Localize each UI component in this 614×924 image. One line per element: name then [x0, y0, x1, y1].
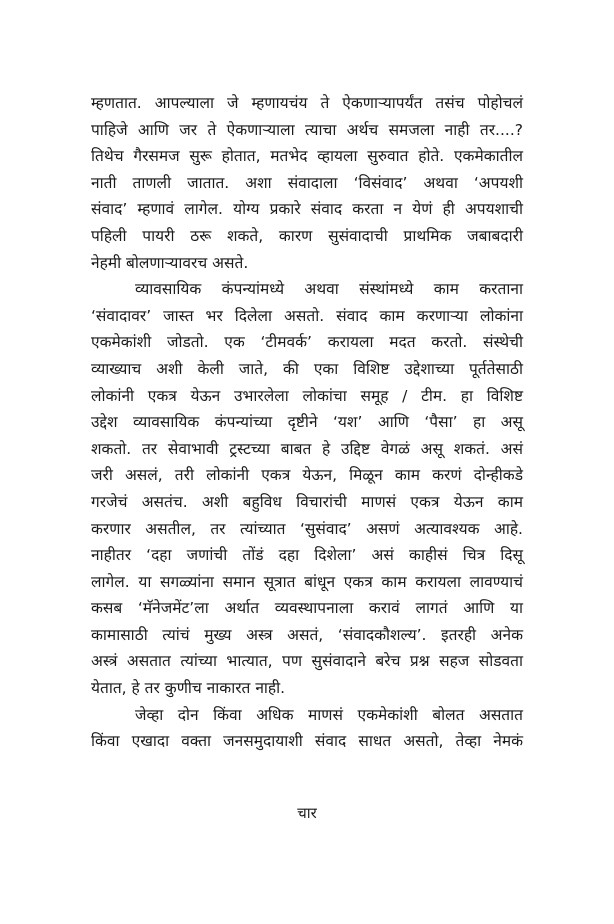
- text-line: करणार असतील, तर त्यांच्यात ‘सुसंवाद’ असणं अत्यावश्यक आहे.: [91, 519, 523, 538]
- text-line: कसब ‘मॅनेजमेंट’ला अर्थात व्यवस्थापनाला करावं लागतं आणि या: [91, 599, 523, 618]
- paragraph-end-line: येतात, हे तर कुणीच नाकारत नाही.: [91, 679, 286, 698]
- text-line: कामासाठी त्यांचं मुख्य अस्त्र असतं, ‘संवादकौशल्य’. इतरही अनेक: [91, 625, 523, 644]
- text-line: उद्देश व्यावसायिक कंपन्यांच्या दृष्टीने ‘यश’ आणि ‘पैसा’ हा असू: [91, 413, 523, 432]
- text-line: गरजेचं असतंच. अशी बहुविध विचारांची माणसं एकत्र येऊन काम: [91, 492, 523, 511]
- text-line: लागेल. या सगळ्यांना समान सूत्रात बांधून एकत्र काम करायला लावण्याचं: [91, 572, 523, 591]
- text-line: एकमेकांशी जोडतो. एक ‘टीमवर्क’ करायला मदत करतो. संस्थेची: [91, 333, 523, 352]
- text-line: म्हणतात. आपल्याला जे म्हणायचंय ते ऐकणाऱ्यापर्यंत तसंच पोहोचलं: [91, 94, 523, 112]
- text-line: संवाद’ म्हणावं लागेल. योग्य प्रकारे संवाद करता न येणं ही अपयशाची: [91, 200, 523, 219]
- paragraph-end-line: नेहमी बोलणाऱ्यावरच असते.: [91, 253, 249, 272]
- text-line: पाहिजे आणि जर ते ऐकणाऱ्याला त्याचा अर्थच समजला नाही तर....?: [91, 120, 523, 139]
- page-number: चार: [297, 804, 317, 822]
- text-line: जरी असलं, तरी लोकांनी एकत्र येऊन, मिळून काम करणं दोन्हीकडे: [91, 466, 523, 485]
- body-text: [91, 90, 523, 755]
- text-line: किंवा एखादा वक्ता जनसमुदायाशी संवाद साधत असतो, तेव्हा नेमकं: [91, 732, 523, 751]
- text-line: नाहीतर ‘दहा जणांची तोंडं दहा दिशेला’ असं काहीसं चित्र दिसू: [91, 546, 523, 565]
- paragraph-start-line: व्यावसायिक कंपन्यांमध्ये अथवा संस्थांमध्ये काम करताना: [135, 280, 523, 299]
- text-line: पहिली पायरी ठरू शकते, कारण सुसंवादाची प्राथमिक जबाबदारी: [91, 226, 523, 245]
- text-line: अस्त्रं असतात त्यांच्या भात्यात, पण सुसंवादाने बरेच प्रश्न सहज सोडवता: [91, 652, 523, 671]
- text-line: ‘संवादावर’ जास्त भर दिलेला असतो. संवाद काम करणाऱ्या लोकांना: [91, 306, 523, 325]
- text-line: लोकांनी एकत्र येऊन उभारलेला लोकांचा समूह / टीम. हा विशिष्ट: [91, 386, 523, 405]
- paragraph-start-line: जेव्हा दोन किंवा अधिक माणसं एकमेकांशी बोलत असतात: [135, 705, 523, 724]
- text-line: शकतो. तर सेवाभावी ट्रस्टच्या बाबत हे उद्दिष्ट वेगळं असू शकतं. असं: [91, 439, 523, 458]
- text-line: तिथेच गैरसमज सुरू होतात, मतभेद व्हायला सुरुवात होते. एकमेकातील: [91, 147, 523, 166]
- text-line: व्याख्याच अशी केली जाते, की एका विशिष्ट उद्देशाच्या पूर्ततेसाठी: [91, 359, 523, 378]
- text-line: नाती ताणली जातात. अशा संवादाला ‘विसंवाद’ अथवा ‘अपयशी: [91, 173, 523, 192]
